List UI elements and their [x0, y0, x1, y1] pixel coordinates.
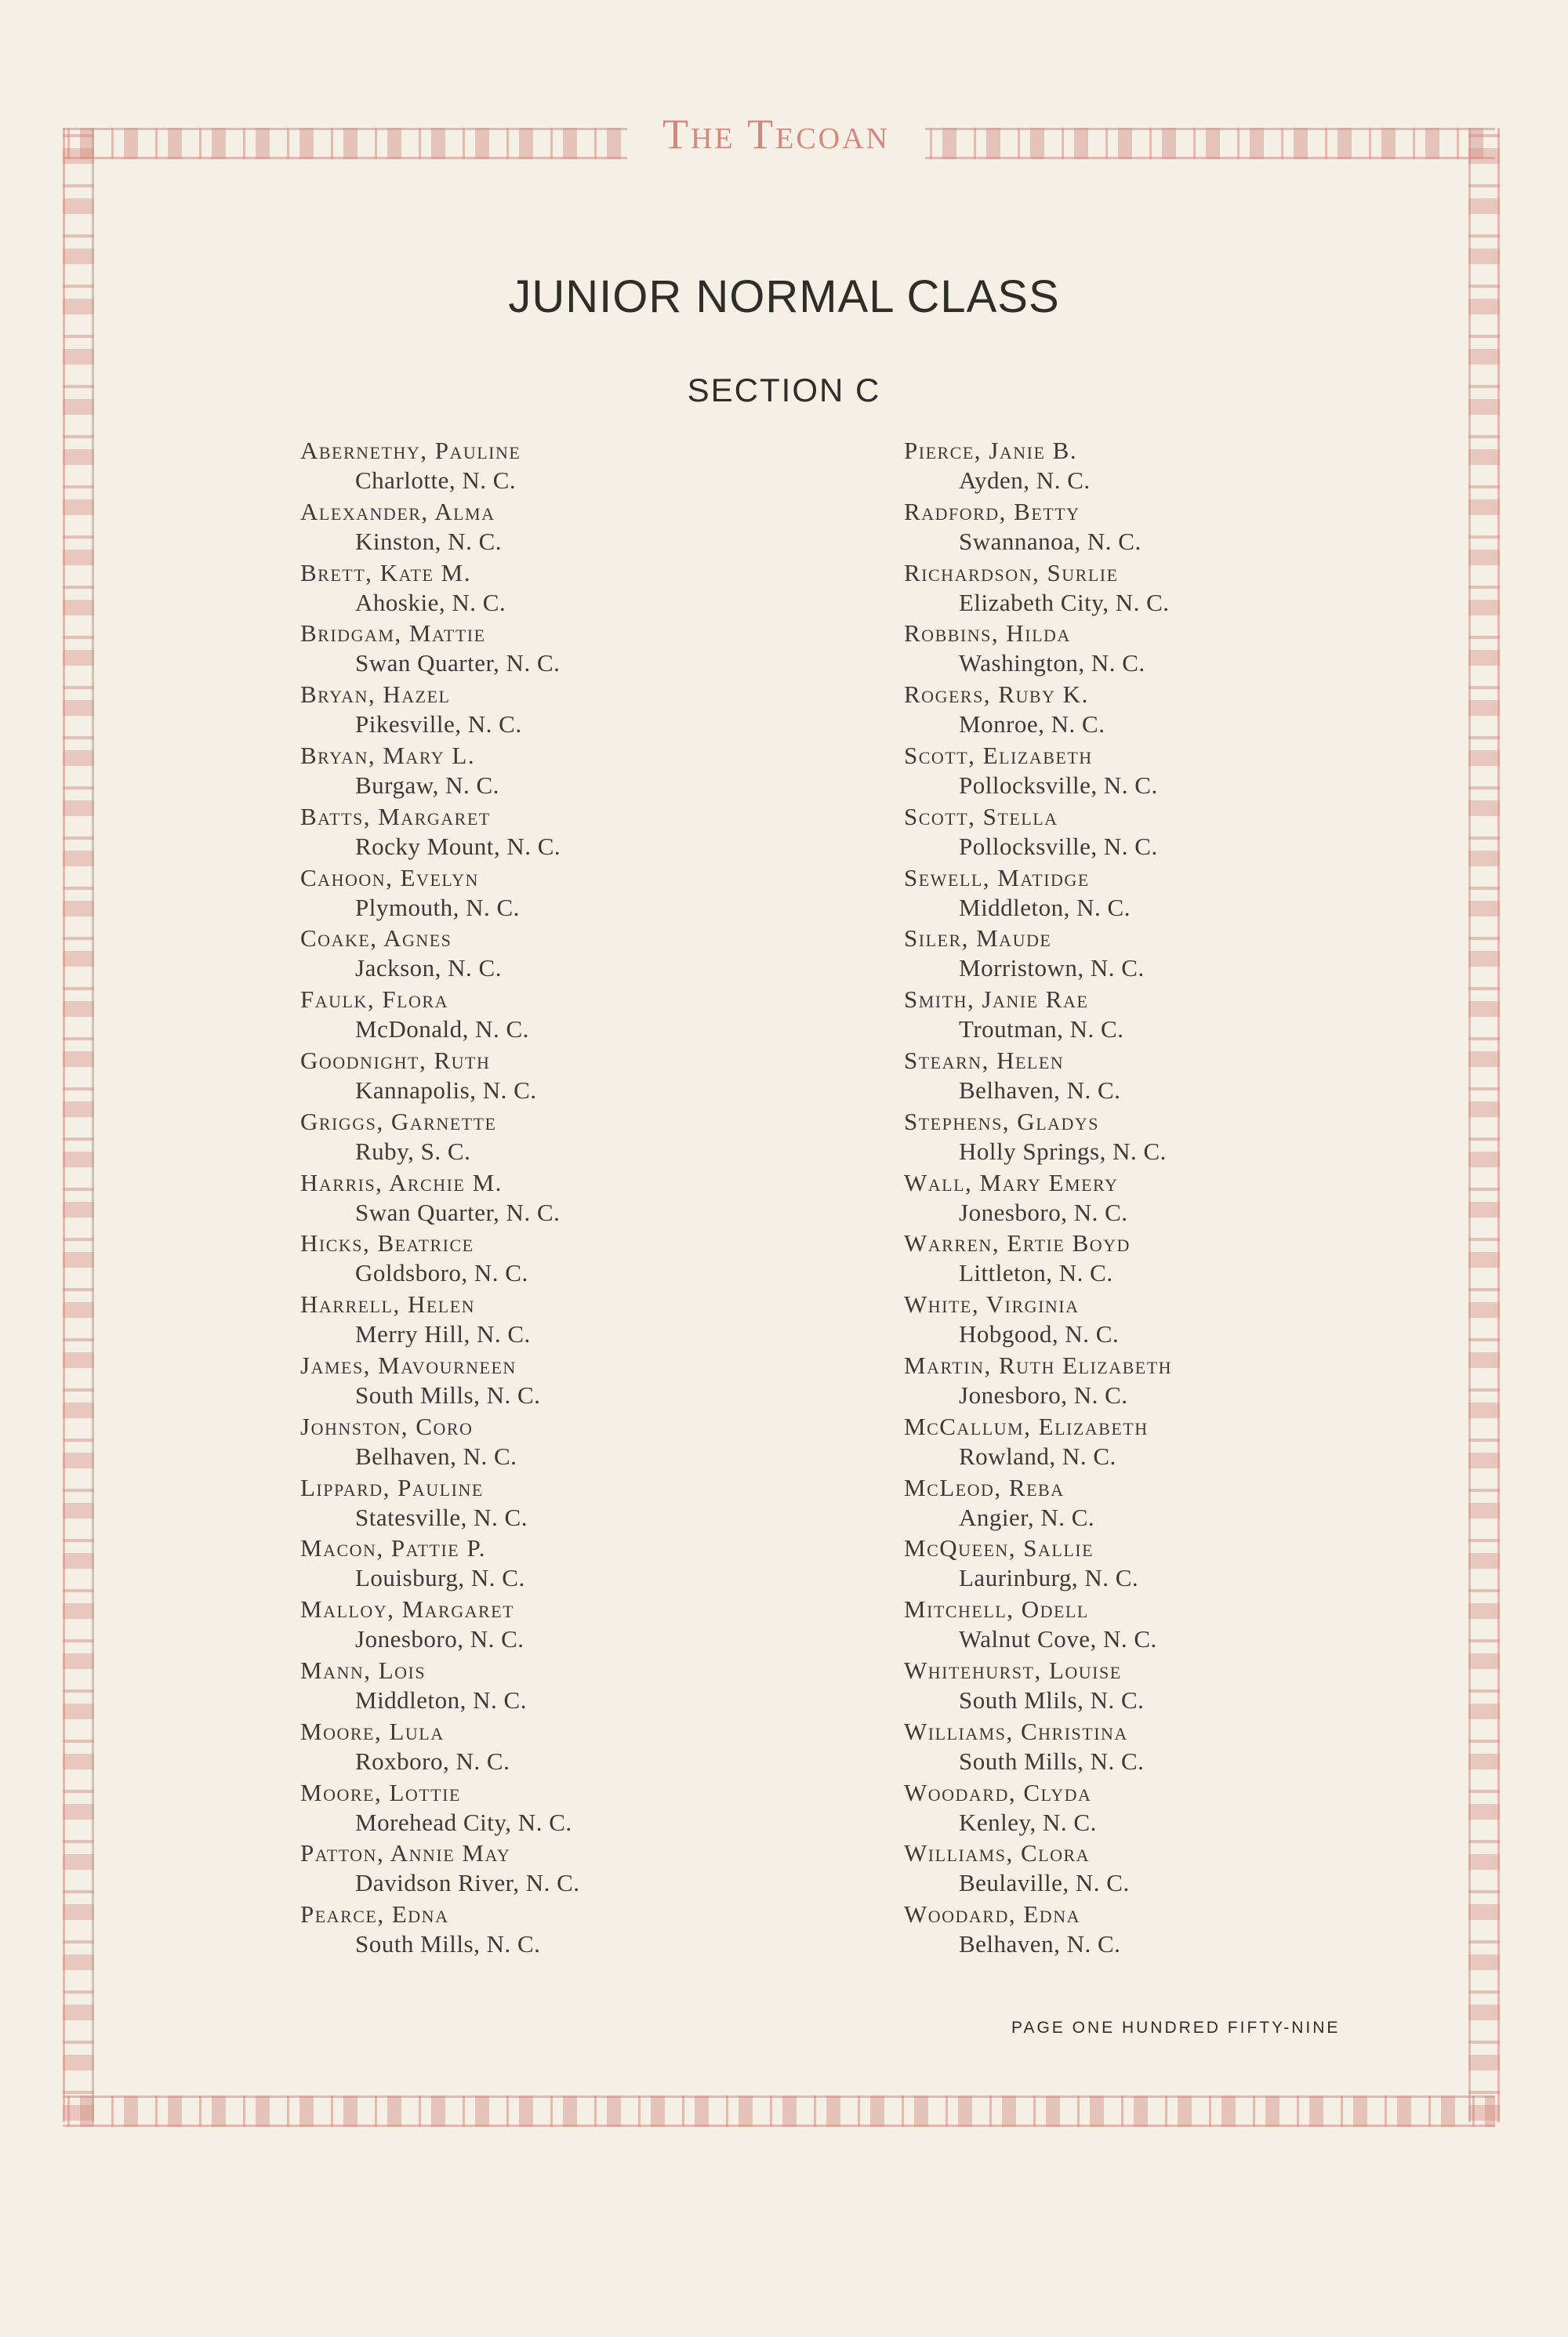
student-name: McQueen, Sallie: [904, 1534, 1094, 1562]
student-hometown: Monroe, N. C.: [959, 710, 1105, 738]
student-hometown: South Mills, N. C.: [355, 1381, 541, 1409]
student-entry: [904, 1473, 1172, 1534]
student-hometown: Pikesville, N. C.: [355, 710, 522, 738]
page-footer: PAGE ONE HUNDRED FIFTY-NINE: [1011, 2019, 1341, 2037]
student-hometown: Davidson River, N. C.: [355, 1869, 580, 1897]
student-name: Siler, Maude: [904, 924, 1052, 953]
student-hometown: Jonesboro, N. C.: [355, 1625, 524, 1653]
student-name: Stephens, Gladys: [904, 1107, 1100, 1135]
student-name: Abernethy, Pauline: [300, 437, 521, 464]
student-hometown: Louisburg, N. C.: [355, 1564, 525, 1592]
student-name: Richardson, Surlie: [904, 558, 1119, 586]
student-name: Griggs, Garnette: [300, 1107, 497, 1135]
student-name: Wall, Mary Emery: [904, 1168, 1119, 1196]
student-entry: [300, 1351, 580, 1412]
student-name: Bridgam, Mattie: [300, 619, 486, 648]
student-entry: [904, 1168, 1172, 1229]
student-name: Stearn, Helen: [904, 1046, 1065, 1074]
left-name-column: [300, 436, 580, 1961]
student-hometown: Swan Quarter, N. C.: [355, 649, 561, 677]
student-hometown: Morehead City, N. C.: [355, 1808, 572, 1836]
student-entry: [300, 924, 580, 985]
student-name: Coake, Agnes: [300, 924, 452, 953]
student-name: Goodnight, Ruth: [300, 1046, 491, 1074]
student-name: Batts, Margaret: [300, 802, 491, 830]
student-hometown: Kannapolis, N. C.: [355, 1076, 537, 1104]
student-hometown: Ayden, N. C.: [959, 466, 1091, 494]
student-hometown: Burgaw, N. C.: [355, 771, 499, 799]
student-name: Scott, Elizabeth: [904, 741, 1093, 769]
student-name: Whitehurst, Louise: [904, 1656, 1122, 1684]
student-entry: [300, 1473, 580, 1534]
student-hometown: Laurinburg, N. C.: [959, 1564, 1139, 1592]
page-title: JUNIOR NORMAL CLASS: [508, 271, 1060, 322]
student-hometown: McDonald, N. C.: [355, 1015, 529, 1043]
student-hometown: Pollocksville, N. C.: [959, 832, 1158, 860]
student-entry: [904, 1838, 1172, 1900]
student-entry: [904, 741, 1172, 802]
student-entry: [300, 1717, 580, 1778]
student-entry: [300, 1168, 580, 1229]
student-entry: [300, 436, 580, 497]
student-entry: [300, 863, 580, 924]
student-hometown: Pollocksville, N. C.: [959, 771, 1158, 799]
student-entry: [904, 1656, 1172, 1717]
student-name: Moore, Lottie: [300, 1778, 461, 1806]
student-name: Pearce, Edna: [300, 1900, 449, 1929]
student-hometown: South Mlils, N. C.: [959, 1686, 1145, 1714]
student-entry: [300, 1900, 580, 1961]
student-name: Woodard, Clyda: [904, 1778, 1092, 1806]
student-hometown: Roxboro, N. C.: [355, 1747, 510, 1775]
student-entry: [904, 863, 1172, 924]
student-name: Macon, Pattie P.: [300, 1534, 487, 1562]
student-hometown: Rocky Mount, N. C.: [355, 832, 561, 860]
student-name: Pierce, Janie B.: [904, 437, 1078, 464]
student-entry: [300, 619, 580, 680]
student-entry: [904, 802, 1172, 863]
running-head: The Tecoan: [662, 111, 891, 158]
student-name: Woodard, Edna: [904, 1900, 1080, 1929]
student-entry: [300, 741, 580, 802]
student-entry: [904, 680, 1172, 741]
student-name: Mitchell, Odell: [904, 1595, 1089, 1624]
student-entry: [300, 1656, 580, 1717]
ornamental-border-left: [63, 128, 94, 2122]
student-name: Smith, Janie Rae: [904, 985, 1089, 1014]
student-name: Patton, Annie May: [300, 1839, 511, 1867]
student-entry: [300, 1595, 580, 1656]
student-name: James, Mavourneen: [300, 1351, 517, 1379]
student-entry: [904, 924, 1172, 985]
student-name: Robbins, Hilda: [904, 619, 1071, 648]
student-entry: [300, 802, 580, 863]
student-name: Moore, Lula: [300, 1717, 445, 1745]
student-entry: [300, 1778, 580, 1839]
student-name: Harris, Archie M.: [300, 1168, 503, 1196]
student-hometown: Walnut Cove, N. C.: [959, 1625, 1157, 1653]
student-hometown: South Mills, N. C.: [959, 1747, 1145, 1775]
student-hometown: Middleton, N. C.: [959, 893, 1131, 921]
student-hometown: Jonesboro, N. C.: [959, 1381, 1128, 1409]
student-entry: [904, 1228, 1172, 1290]
student-name: Radford, Betty: [904, 497, 1080, 525]
student-hometown: Belhaven, N. C.: [959, 1076, 1121, 1104]
student-entry: [300, 1046, 580, 1107]
ornamental-border-bottom: [63, 2096, 1495, 2127]
student-name: White, Virginia: [904, 1290, 1080, 1319]
student-hometown: Angier, N. C.: [959, 1503, 1095, 1531]
ornamental-border-right: [1468, 128, 1500, 2122]
student-entry: [904, 1107, 1172, 1168]
student-entry: [300, 1228, 580, 1290]
student-entry: [904, 1290, 1172, 1351]
student-entry: [300, 985, 580, 1046]
student-entry: [904, 1412, 1172, 1473]
student-name: Faulk, Flora: [300, 985, 448, 1014]
student-name: Williams, Clora: [904, 1839, 1091, 1867]
student-entry: [904, 1900, 1172, 1961]
student-hometown: Charlotte, N. C.: [355, 466, 517, 494]
ornamental-border-top-left: [63, 128, 627, 159]
student-name: Sewell, Matidge: [904, 863, 1090, 891]
student-name: Lippard, Pauline: [300, 1473, 484, 1501]
student-entry: [904, 1595, 1172, 1656]
student-name: Alexander, Alma: [300, 497, 495, 525]
section-heading: SECTION C: [687, 372, 881, 408]
student-entry: [300, 680, 580, 741]
student-hometown: Middleton, N. C.: [355, 1686, 527, 1714]
student-hometown: Goldsboro, N. C.: [355, 1259, 528, 1287]
student-name: Williams, Christina: [904, 1717, 1128, 1745]
student-entry: [904, 985, 1172, 1046]
student-entry: [904, 1351, 1172, 1412]
student-name: Brett, Kate M.: [300, 558, 471, 586]
student-name: Bryan, Hazel: [300, 680, 451, 709]
student-hometown: Morristown, N. C.: [959, 954, 1145, 982]
student-hometown: Merry Hill, N. C.: [355, 1320, 531, 1348]
student-hometown: Hobgood, N. C.: [959, 1320, 1120, 1348]
student-name: Bryan, Mary L.: [300, 741, 476, 769]
student-hometown: Littleton, N. C.: [959, 1259, 1113, 1287]
student-name: McLeod, Reba: [904, 1473, 1065, 1501]
student-hometown: Washington, N. C.: [959, 649, 1145, 677]
student-entry: [904, 1533, 1172, 1595]
student-hometown: Swan Quarter, N. C.: [355, 1198, 561, 1226]
student-hometown: Belhaven, N. C.: [959, 1930, 1121, 1958]
student-hometown: Jackson, N. C.: [355, 954, 502, 982]
student-entry: [300, 1107, 580, 1168]
student-name: Harrell, Helen: [300, 1290, 476, 1319]
student-name: Scott, Stella: [904, 802, 1058, 830]
student-hometown: Kinston, N. C.: [355, 527, 502, 555]
student-entry: [300, 1838, 580, 1900]
student-entry: [904, 1046, 1172, 1107]
student-hometown: Elizabeth City, N. C.: [959, 588, 1170, 616]
student-entry: [300, 1412, 580, 1473]
student-entry: [904, 619, 1172, 680]
student-hometown: South Mills, N. C.: [355, 1930, 541, 1958]
student-name: Hicks, Beatrice: [300, 1229, 474, 1257]
student-hometown: Troutman, N. C.: [959, 1015, 1124, 1043]
right-name-column: [904, 436, 1172, 1961]
student-hometown: Plymouth, N. C.: [355, 893, 520, 921]
student-name: McCallum, Elizabeth: [904, 1412, 1149, 1440]
student-entry: [904, 1778, 1172, 1839]
student-name: Cahoon, Evelyn: [300, 863, 479, 891]
student-hometown: Kenley, N. C.: [959, 1808, 1097, 1836]
student-entry: [300, 558, 580, 619]
student-entry: [904, 558, 1172, 619]
student-name: Rogers, Ruby K.: [904, 680, 1089, 709]
student-name: Johnston, Coro: [300, 1412, 474, 1440]
student-name: Martin, Ruth Elizabeth: [904, 1351, 1173, 1379]
student-name: Warren, Ertie Boyd: [904, 1229, 1131, 1257]
student-hometown: Rowland, N. C.: [959, 1442, 1116, 1470]
student-entry: [300, 497, 580, 558]
student-name: Mann, Lois: [300, 1656, 426, 1684]
student-hometown: Beulaville, N. C.: [959, 1869, 1130, 1897]
student-hometown: Holly Springs, N. C.: [959, 1137, 1167, 1165]
student-hometown: Ruby, S. C.: [355, 1137, 471, 1165]
student-entry: [904, 1717, 1172, 1778]
student-entry: [904, 497, 1172, 558]
student-entry: [300, 1533, 580, 1595]
student-hometown: Ahoskie, N. C.: [355, 588, 506, 616]
student-entry: [300, 1290, 580, 1351]
student-name: Malloy, Margaret: [300, 1595, 515, 1624]
student-hometown: Belhaven, N. C.: [355, 1442, 517, 1470]
ornamental-border-top-right: [925, 128, 1495, 159]
student-hometown: Jonesboro, N. C.: [959, 1198, 1128, 1226]
student-hometown: Statesville, N. C.: [355, 1503, 528, 1531]
student-entry: [904, 436, 1172, 497]
student-hometown: Swannanoa, N. C.: [959, 527, 1142, 555]
